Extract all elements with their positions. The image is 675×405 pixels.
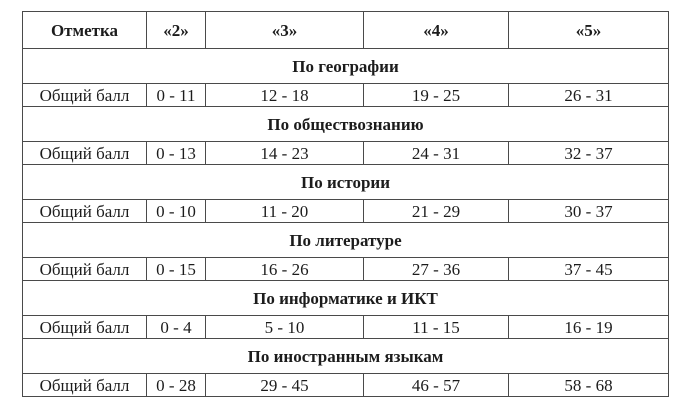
subject-title: По иностранным языкам <box>23 339 669 374</box>
range-grade-5: 30 - 37 <box>509 200 669 223</box>
subject-row-geography <box>23 49 669 84</box>
subject-title: По географии <box>23 49 669 84</box>
score-row-history <box>23 200 669 223</box>
range-grade-3: 11 - 20 <box>206 200 364 223</box>
range-grade-5: 37 - 45 <box>509 258 669 281</box>
subject-title: По литературе <box>23 223 669 258</box>
row-label: Общий балл <box>23 142 147 165</box>
row-label: Общий балл <box>23 84 147 107</box>
row-label: Общий балл <box>23 200 147 223</box>
range-grade-4: 24 - 31 <box>364 142 509 165</box>
header-mark: Отметка <box>23 12 147 49</box>
range-grade-3: 16 - 26 <box>206 258 364 281</box>
score-row-foreign-languages <box>23 374 669 397</box>
range-grade-5: 58 - 68 <box>509 374 669 397</box>
score-row-social-studies <box>23 142 669 165</box>
subject-title: По информатике и ИКТ <box>23 281 669 316</box>
range-grade-5: 26 - 31 <box>509 84 669 107</box>
range-grade-2: 0 - 4 <box>147 316 206 339</box>
score-row-geography <box>23 84 669 107</box>
range-grade-3: 5 - 10 <box>206 316 364 339</box>
header-grade-3: «3» <box>206 12 364 49</box>
range-grade-5: 32 - 37 <box>509 142 669 165</box>
range-grade-4: 11 - 15 <box>364 316 509 339</box>
row-label: Общий балл <box>23 258 147 281</box>
range-grade-5: 16 - 19 <box>509 316 669 339</box>
range-grade-2: 0 - 11 <box>147 84 206 107</box>
subject-title: По истории <box>23 165 669 200</box>
range-grade-3: 12 - 18 <box>206 84 364 107</box>
range-grade-4: 27 - 36 <box>364 258 509 281</box>
header-grade-5: «5» <box>509 12 669 49</box>
subject-title: По обществознанию <box>23 107 669 142</box>
score-row-informatics <box>23 316 669 339</box>
subject-row-foreign-languages <box>23 339 669 374</box>
range-grade-4: 46 - 57 <box>364 374 509 397</box>
header-grade-4: «4» <box>364 12 509 49</box>
range-grade-2: 0 - 28 <box>147 374 206 397</box>
range-grade-2: 0 - 10 <box>147 200 206 223</box>
range-grade-2: 0 - 15 <box>147 258 206 281</box>
subject-row-literature <box>23 223 669 258</box>
range-grade-4: 21 - 29 <box>364 200 509 223</box>
subject-row-informatics <box>23 281 669 316</box>
grade-conversion-table <box>22 11 669 397</box>
range-grade-4: 19 - 25 <box>364 84 509 107</box>
row-label: Общий балл <box>23 316 147 339</box>
score-row-literature <box>23 258 669 281</box>
table-header-row <box>23 12 669 49</box>
subject-row-social-studies <box>23 107 669 142</box>
subject-row-history <box>23 165 669 200</box>
range-grade-3: 29 - 45 <box>206 374 364 397</box>
row-label: Общий балл <box>23 374 147 397</box>
header-grade-2: «2» <box>147 12 206 49</box>
range-grade-2: 0 - 13 <box>147 142 206 165</box>
range-grade-3: 14 - 23 <box>206 142 364 165</box>
